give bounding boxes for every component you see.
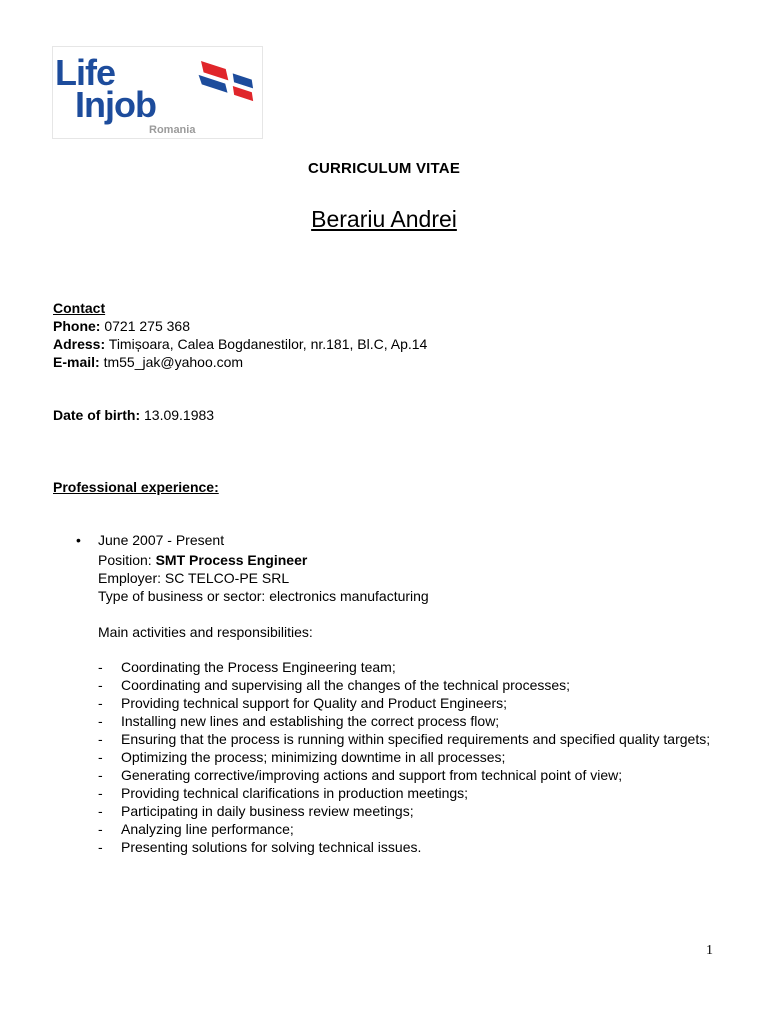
job-sector: Type of business or sector: electronics manufacturing: [98, 588, 429, 604]
page-number: 1: [706, 943, 713, 958]
company-logo: [52, 46, 263, 139]
address-label: Adress:: [53, 336, 106, 352]
address-row: [53, 335, 427, 353]
list-item: - Presenting solutions for solving technical issues.: [98, 839, 422, 855]
phone-value: 0721 275 368: [104, 318, 190, 334]
contact-heading: Contact: [53, 300, 106, 316]
list-item: - Providing technical support for Quality and Product Engineers;: [98, 695, 507, 711]
job-period: June 2007 - Present: [98, 532, 225, 548]
responsibilities-list: [98, 658, 718, 856]
experience-heading: Professional experience:: [53, 479, 219, 495]
candidate-name: Berariu Andrei: [311, 206, 457, 232]
life-injob-logo-icon: [53, 47, 262, 138]
list-item: - Ensuring that the process is running within specified requirements and specified quality targets;: [98, 731, 711, 747]
logo-wing-icon: [194, 61, 260, 101]
list-item: - Optimizing the process; minimizing downtime in all processes;: [98, 749, 506, 765]
list-item: - Analyzing line performance;: [98, 821, 294, 837]
document-title: CURRICULUM VITAE: [307, 160, 461, 177]
job-employer: Employer: SC TELCO-PE SRL: [98, 570, 290, 586]
address-value: Timișoara, Calea Bogdanestilor, nr.181, Bl.C, Ap.14: [108, 336, 428, 352]
bullet-icon: •: [76, 532, 81, 548]
job-position: SMT Process Engineer: [155, 552, 308, 568]
job-activities-heading: Main activities and responsibilities:: [98, 624, 313, 640]
birth-value: 13.09.1983: [144, 407, 215, 423]
logo-text-injob: Injob: [75, 84, 156, 125]
email-value: tm55_jak@yahoo.com: [103, 354, 244, 370]
logo-text-life: Life: [55, 52, 116, 93]
list-item: - Providing technical clarifications in production meetings;: [98, 785, 469, 801]
list-item: - Participating in daily business review meetings;: [98, 803, 414, 819]
job-position-row: [98, 551, 307, 569]
phone-label: Phone:: [53, 318, 101, 334]
phone-row: [53, 317, 190, 335]
logo-text-romania: Romania: [149, 124, 196, 136]
birth-row: [53, 406, 214, 424]
job-position-label: Position:: [98, 552, 152, 568]
birth-label: Date of birth:: [53, 407, 141, 423]
list-item: - Generating corrective/improving actions and support from technical point of view;: [98, 767, 623, 783]
list-item: - Coordinating and supervising all the changes of the technical processes;: [98, 677, 571, 693]
list-item: - Installing new lines and establishing the correct process flow;: [98, 713, 500, 729]
list-item: - Coordinating the Process Engineering team;: [98, 659, 396, 675]
email-row: [53, 353, 243, 371]
email-label: E-mail:: [53, 354, 100, 370]
